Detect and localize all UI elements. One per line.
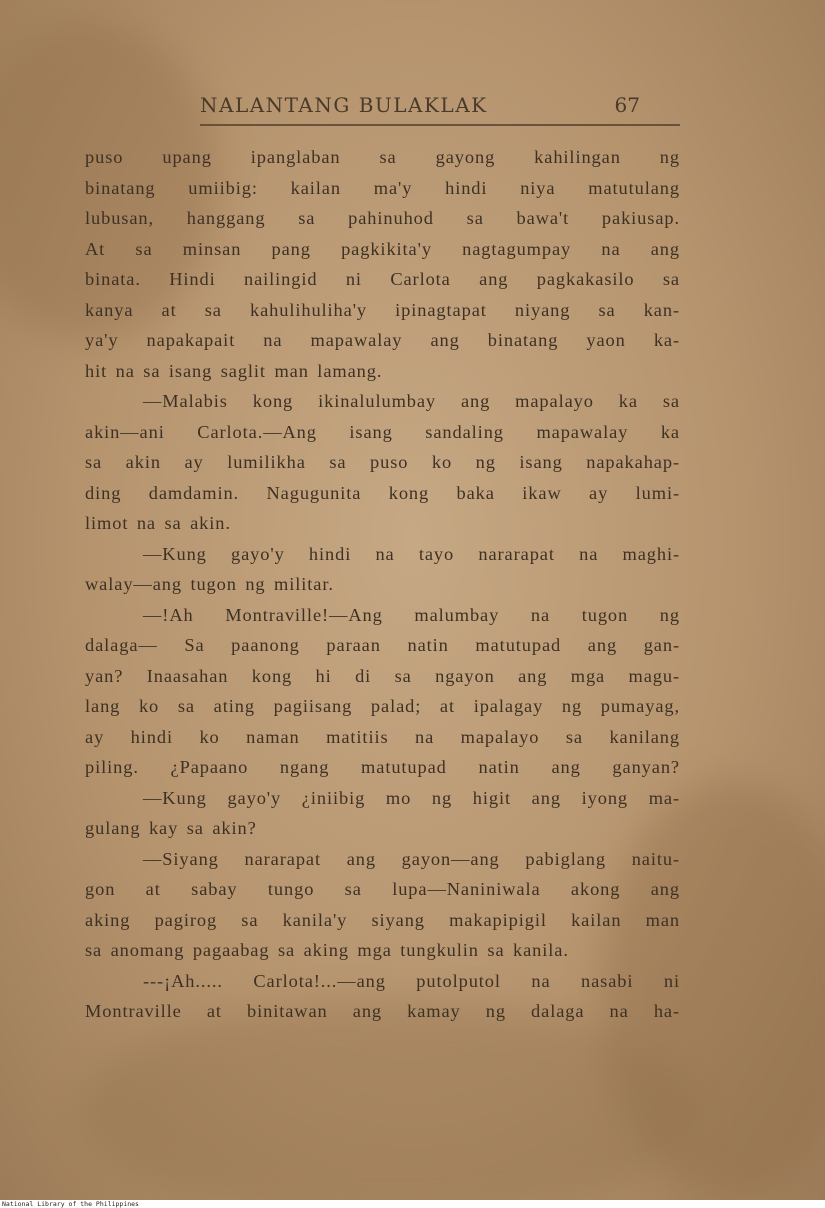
library-credit: National Library of the Philippines	[2, 1200, 139, 1208]
text-line: —Malabis kong ikinalulumbay ang mapalayo ka sa	[143, 391, 680, 411]
book-title: NALANTANG BULAKLAK	[200, 93, 488, 117]
text-line: limot na sa akin.	[85, 513, 231, 533]
text-line: —Kung gayo'y hindi na tayo nararapat na maghi-	[143, 543, 680, 564]
text-line: ya'y napakapait na mapawalay ang binatang yaon ka-	[85, 330, 680, 350]
text-line: binata. Hindi nailingid ni Carlota ang pagkakasilo sa	[85, 269, 680, 289]
header-rule	[200, 124, 680, 126]
text-line: dalaga— Sa paanong paraan natin matutupad ang gan-	[85, 635, 680, 655]
text-line: walay—ang tugon ng militar.	[85, 574, 334, 594]
text-line: —Siyang nararapat ang gayon—ang pabiglang naitu-	[143, 848, 680, 869]
text-line: sa akin ay lumilikha sa puso ko ng isang napakahap-	[85, 452, 680, 472]
body-text	[85, 142, 680, 1027]
text-line: sa anomang pagaabag sa aking mga tungkulin sa kanila.	[85, 940, 569, 960]
text-line: lubusan, hanggang sa pahinuhod sa bawa't pakiusap.	[85, 208, 680, 228]
text-line: lang ko sa ating pagiisang palad; at ipalagay ng pumayag,	[85, 696, 680, 716]
text-line: akin—ani Carlota.—Ang isang sandaling mapawalay ka	[85, 421, 680, 442]
text-line: gulang kay sa akin?	[85, 818, 257, 838]
text-line: ---¡Ah..... Carlota!...—ang putolputol na nasabi ni	[143, 970, 680, 991]
footer-bar	[0, 1200, 825, 1208]
text-line: binatang umiibig: kailan ma'y hindi niya matutulang	[85, 177, 680, 198]
text-line: gon at sabay tungo sa lupa—Naniniwala akong ang	[85, 879, 680, 899]
text-line: yan? Inaasahan kong hi di sa ngayon ang mga magu-	[85, 665, 680, 686]
running-header	[200, 93, 640, 123]
text-line: Montraville at binitawan ang kamay ng dalaga na ha-	[85, 1001, 680, 1021]
text-line: aking pagirog sa kanila'y siyang makapipigil kailan man	[85, 909, 680, 930]
text-line: piling. ¿Papaano ngang matutupad natin ang ganyan?	[85, 757, 680, 777]
page-number: 67	[614, 93, 640, 117]
text-line: puso upang ipanglaban sa gayong kahilingan ng	[85, 147, 680, 167]
text-line: ding damdamin. Nagugunita kong baka ikaw ay lumi-	[85, 482, 680, 503]
text-line: —!Ah Montraville!—Ang malumbay na tugon ng	[143, 604, 680, 625]
text-line: —Kung gayo'y ¿iniibig mo ng higit ang iyong ma-	[143, 787, 680, 808]
text-line: hit na sa isang saglit man lamang.	[85, 360, 383, 381]
text-line: At sa minsan pang pagkikita'y nagtagumpay na ang	[85, 238, 680, 259]
text-line: ay hindi ko naman matitiis na mapalayo sa kanilang	[85, 726, 680, 747]
text-line: kanya at sa kahulihuliha'y ipinagtapat niyang sa kan-	[85, 299, 680, 320]
